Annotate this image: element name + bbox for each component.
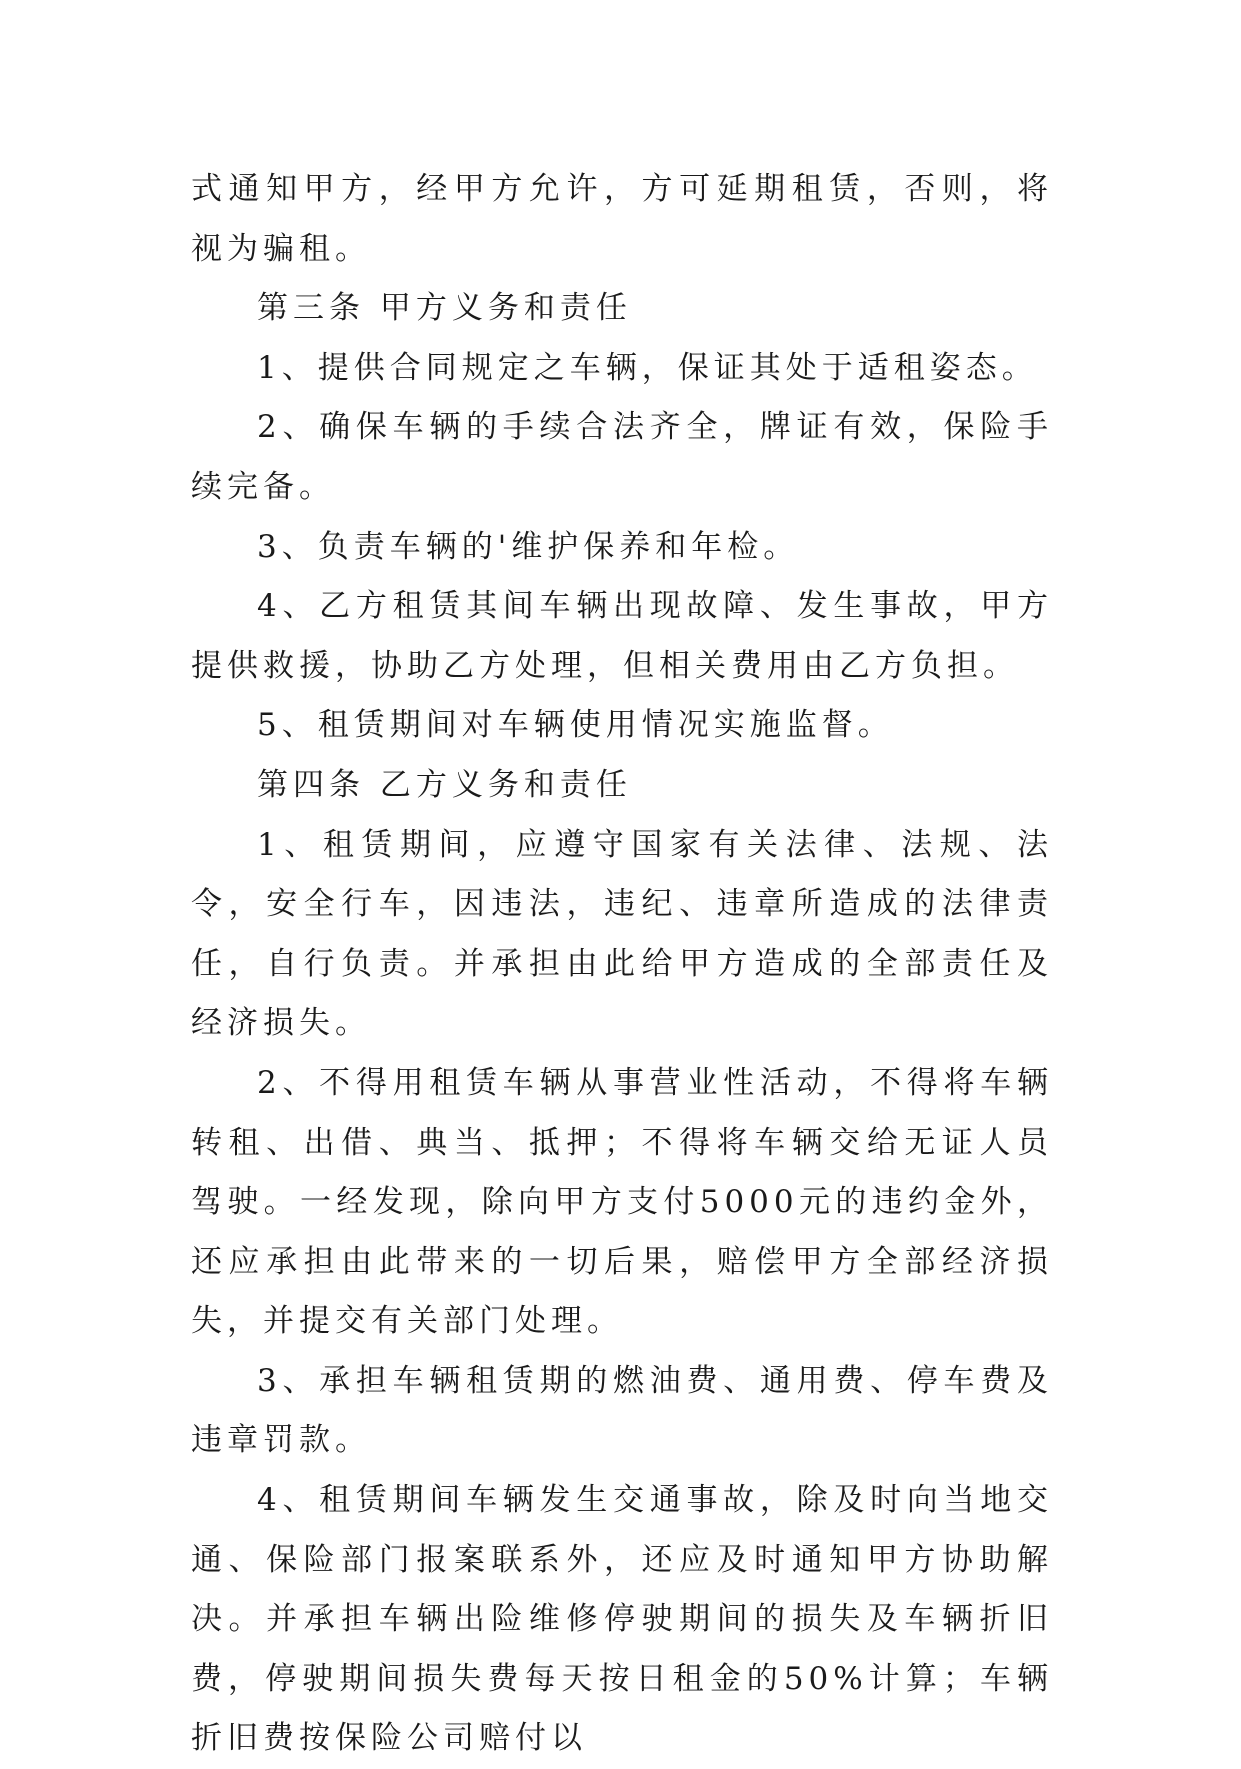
clause-3-5: 5、租赁期间对车辆使用情况实施监督。 [257, 707, 894, 744]
clause-3-1: 1、提供合同规定之车辆，保证其处于适租姿态。 [257, 349, 1038, 386]
clause-3-4: 4、乙方租赁其间车辆出现故障、发生事故，甲方提供救援，协助乙方处理，但相关费用由乙方负担。 [191, 588, 1053, 684]
clause-3-2: 2、确保车辆的手续合法齐全，牌证有效，保险手续完备。 [191, 409, 1053, 505]
paragraph-continuation: 式通知甲方，经甲方允许，方可延期租赁，否则，将视为骗租。 [191, 171, 1053, 267]
document-body [191, 160, 1053, 1769]
clause-4-4: 4、租赁期间车辆发生交通事故，除及时向当地交通、保险部门报案联系外，还应及时通知甲方协助解决。并承担车辆出险维修停驶期间的损失及车辆折旧费，停驶期间损失费每天按日租金的50%计算；车辆折旧费按保险公司赔付以 [191, 1482, 1053, 1757]
clause-4-1: 1、租赁期间，应遵守国家有关法律、法规、法令，安全行车，因违法，违纪、违章所造成的法律责任，自行负责。并承担由此给甲方造成的全部责任及经济损失。 [191, 826, 1053, 1042]
clause-4-2: 2、不得用租赁车辆从事营业性活动，不得将车辆转租、出借、典当、抵押；不得将车辆交给无证人员驾驶。一经发现，除向甲方支付5000元的违约金外，还应承担由此带来的一切后果，赔偿甲方全部经济损失，并提交有关部门处理。 [191, 1064, 1053, 1340]
section-heading-article-3: 第三条 甲方义务和责任 [257, 290, 632, 327]
section-heading-article-4: 第四条 乙方义务和责任 [257, 766, 632, 803]
clause-4-3: 3、承担车辆租赁期的燃油费、通用费、停车费及违章罚款。 [191, 1362, 1053, 1459]
clause-3-3: 3、负责车辆的'维护保养和年检。 [257, 528, 800, 565]
